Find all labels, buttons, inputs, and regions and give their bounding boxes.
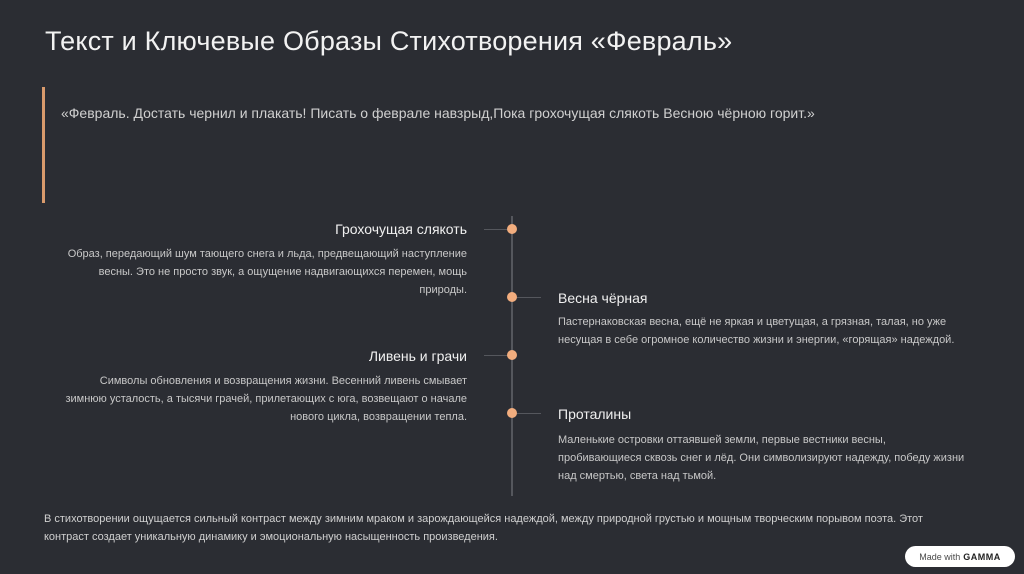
description-line: пробивающиеся сквозь снег и лёд. Они символизируют надежду, победу жизни [558, 452, 965, 464]
conclusion-text [44, 510, 984, 546]
description-line: Образ, передающий шум тающего снега и льда, предвещающий наступление [67, 248, 467, 260]
conclusion-line: контраст создает уникальную динамику и эмоциональную насыщенность произведения. [44, 531, 498, 543]
description-line: природы. [419, 284, 467, 296]
timeline-item-description [558, 313, 988, 349]
description-line: несущая в себе огромное количество жизни и энергии, «горящая» надеждой. [558, 334, 955, 346]
timeline-item-description [37, 372, 467, 426]
timeline-dot [507, 350, 517, 360]
description-line: Пастернаковская весна, ещё не яркая и цветущая, а грязная, талая, но уже [558, 316, 947, 328]
description-line: зимнюю усталость, а тысячи грачей, прилетающих с юга, возвещают о начале [65, 393, 467, 405]
timeline-dot [507, 292, 517, 302]
timeline-dot [507, 408, 517, 418]
description-line: Маленькие островки оттаявшей земли, первые вестники весны, [558, 434, 886, 446]
quote-accent-bar [42, 87, 45, 203]
timeline-item-description [558, 431, 988, 485]
timeline-item-title: Ливень и грачи [368, 348, 467, 364]
description-line: нового цикла, возвращении тепла. [290, 411, 467, 423]
timeline-item-title: Проталины [558, 406, 632, 422]
timeline-dot [507, 224, 517, 234]
description-line: Символы обновления и возвращения жизни. Весенний ливень смывает [99, 375, 467, 387]
timeline-item-title: Весна чёрная [558, 290, 648, 306]
timeline-item-description [37, 245, 467, 299]
badge-prefix: Made with [919, 551, 961, 562]
description-line: над смертью, света над тьмой. [558, 470, 717, 482]
page-title: Текст и Ключевые Образы Стихотворения «Февраль» [45, 26, 733, 56]
gamma-logo: GAMMA [963, 551, 1001, 562]
quote-text: «Февраль. Достать чернил и плакать! Писать о феврале навзрыд,Пока грохочущая слякоть Весною чёрною горит.» [61, 105, 815, 121]
timeline-connector [513, 297, 541, 298]
timeline-item-title: Грохочущая слякоть [335, 221, 467, 237]
made-with-gamma-badge[interactable] [905, 546, 1015, 567]
description-line: весны. Это не просто звук, а ощущение надвигающихся перемен, мощь [98, 266, 467, 278]
conclusion-line: В стихотворении ощущается сильный контраст между зимним мраком и зарождающейся надеждой, между природной грустью и мощным творческим порывом поэта. Этот [44, 513, 923, 525]
timeline-connector [513, 413, 541, 414]
